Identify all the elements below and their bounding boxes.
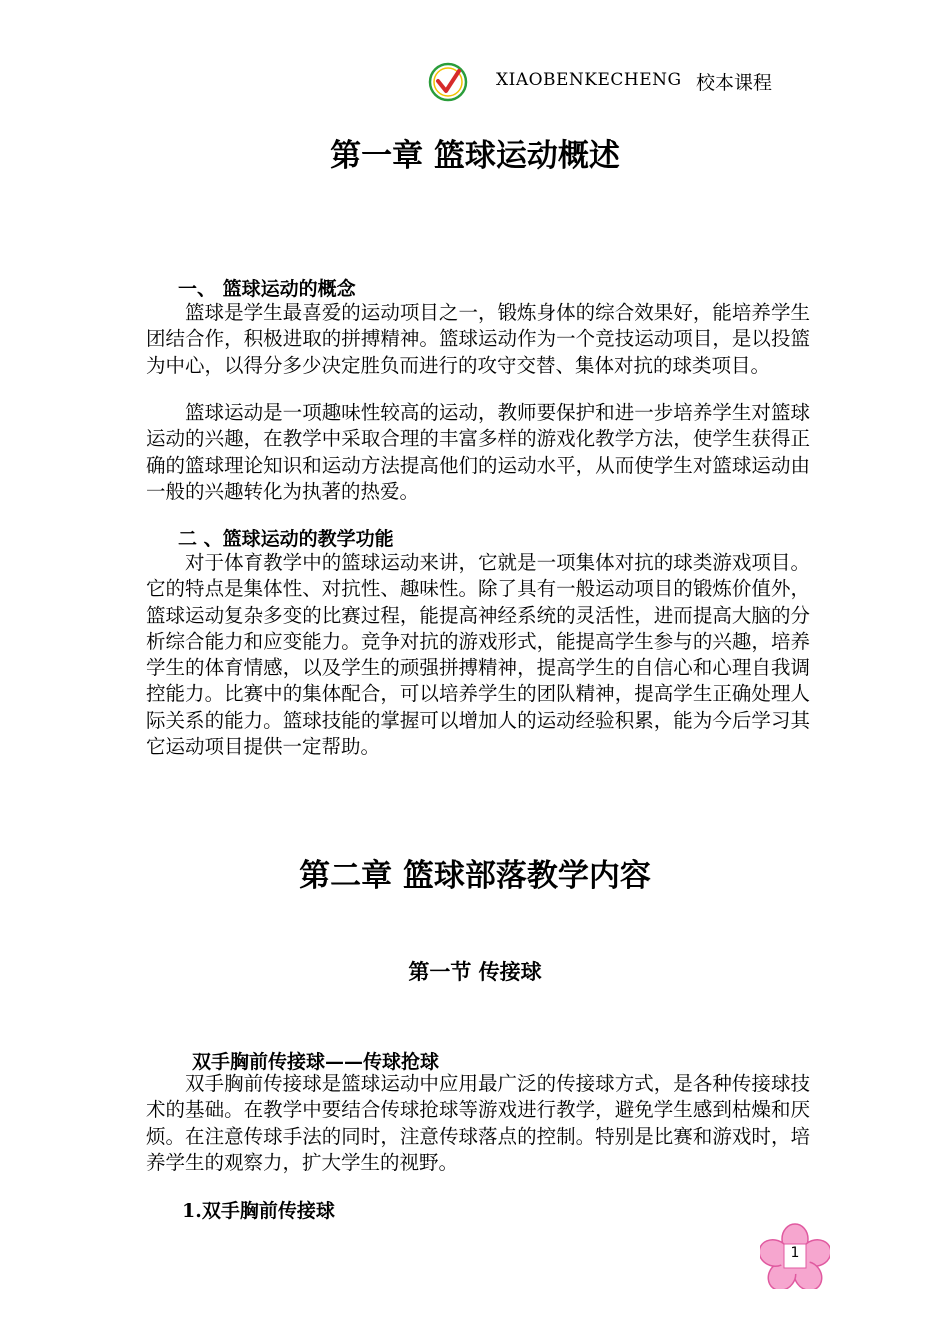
school-logo-icon	[428, 62, 468, 102]
chapter1-title: 第一章 篮球运动概述	[330, 138, 620, 174]
page-number-badge	[760, 1223, 830, 1289]
section2-paragraph-1: 对于体育教学中的篮球运动来讲，它就是一项集体对抗的球类游戏项目。它的特点是集体性、对抗性、趣味性。除了具有一般运动项目的锻炼价值外，篮球运动复杂多变的比赛过程，能提高神经系统的灵活性，进而提高大脑的分析综合能力和应变能力。竞争对抗的游戏形式，能提高学生参与的兴趣，培养学生的体育情感，以及学生的顽强拼搏精神，提高学生的自信心和心理自我调控能力。比赛中的集体配合，可以培养学生的团队精神，提高学生正确处理人际关系的能力。篮球技能的掌握可以增加人的运动经验积累，能为今后学习其它运动项目提供一定帮助。	[146, 551, 810, 759]
section2-heading: 二 、篮球运动的教学功能	[178, 528, 394, 550]
chapter2-paragraph: 双手胸前传接球是篮球运动中应用最广泛的传接球方式，是各种传接球技术的基础。在教学中要结合传球抢球等游戏进行教学，避免学生感到枯燥和厌烦。在注意传球手法的同时，注意传球落点的控制。特别是比赛和游戏时，培养学生的观察力，扩大学生的视野。	[146, 1072, 810, 1174]
page-header	[428, 62, 808, 102]
subheading: 双手胸前传接球——传球抢球	[192, 1051, 440, 1073]
section1-paragraph-2: 篮球运动是一项趣味性较高的运动，教师要保护和进一步培养学生对篮球运动的兴趣，在教学中采取合理的丰富多样的游戏化教学方法，使学生获得正确的篮球理论知识和运动方法提高他们的运动水平，从而使学生对篮球运动由一般的兴趣转化为执著的热爱。	[146, 401, 810, 503]
section-title: 第一节 传接球	[408, 960, 542, 984]
chapter2-title: 第二章 篮球部落教学内容	[299, 858, 651, 894]
brand-text-cn: 校本课程	[696, 72, 773, 94]
item-heading-1: 1.双手胸前传接球	[182, 1200, 335, 1222]
section1-heading: 一、 篮球运动的概念	[178, 278, 356, 300]
section1-paragraph-1: 篮球是学生最喜爱的运动项目之一，锻炼身体的综合效果好，能培养学生团结合作，积极进取的拼搏精神。篮球运动作为一个竞技运动项目，是以投篮为中心，以得分多少决定胜负而进行的攻守交替、集体对抗的球类项目。	[146, 301, 810, 377]
page-number: 1	[790, 1245, 800, 1261]
brand-text: XIAOBENKECHENG	[496, 70, 682, 90]
